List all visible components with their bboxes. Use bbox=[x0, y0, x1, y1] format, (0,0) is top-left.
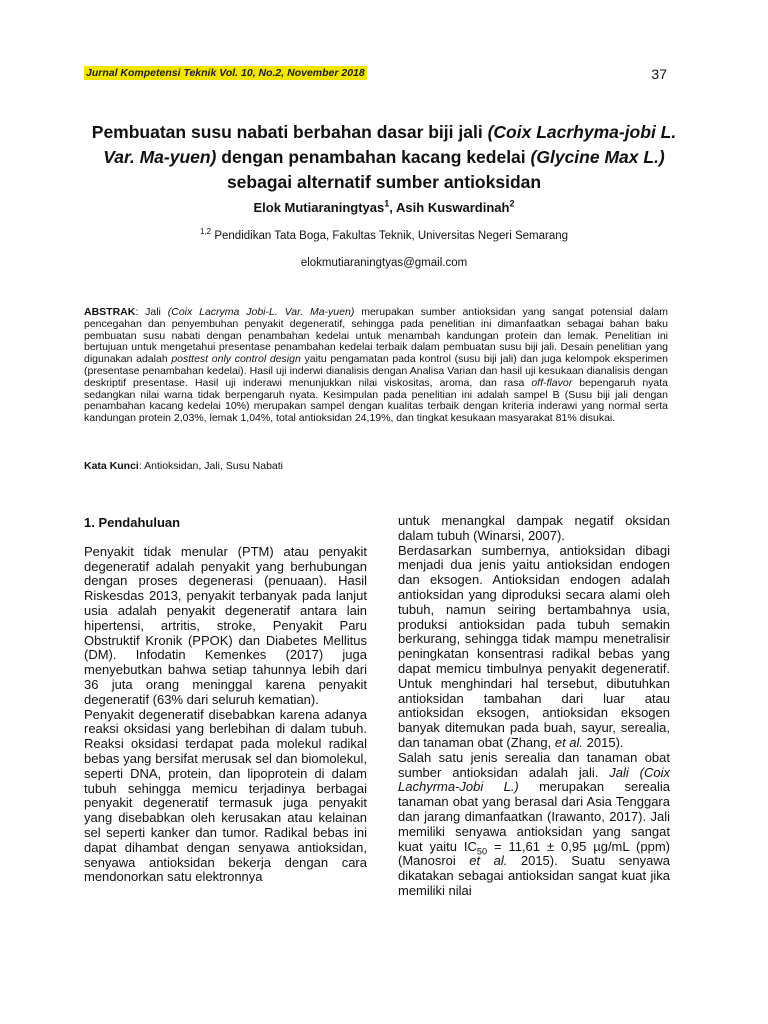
title-part: dengan penambahan kacang kedelai bbox=[216, 147, 531, 167]
paragraph-1: Penyakit tidak menular (PTM) atau penyakit degeneratif adalah penyakit yang berhubungan dengan proses degenerasi (penuaan). Hasil Riskesdas 2013, penyakit terbanyak pada lanjut usia adalah penyakit degeneratif antara lain hipertensi, artritis, stroke, Penyakit Paru Obstruktif Kronik (PPOK) dan Diabetes Mellitus (DM). Infodatin Kemenkes (2017) juga menyebutkan bahwa setiap tahunnya lebih dari 36 juta orang meninggal karena penyakit degeneratif (63% dari seluruh kematian). bbox=[84, 543, 367, 707]
author-email: elokmutiaraningtyas@gmail.com bbox=[300, 257, 468, 269]
author-1: Elok Mutiaraningtyas bbox=[253, 200, 385, 215]
paragraph-2: Penyakit degeneratif disebabkan karena adanya reaksi oksidasi yang berlebihan di dalam tubuh. Reaksi oksidasi terdapat pada molekul radikal bebas yang bersifat merusak sel dan biomolekul, seperti DNA, protein, dan lipoprotein di dalam tubuh sehingga memicu terjadinya berbagai penyakit degeneratif termasuk juga penyakit yang disebabkan oleh kerusakan atau kelainan sel seperti kanker dan tumor. Radikal bebas ini dapat dihambat dengan senyawa antioksidan, senyawa antioksidan bekerja dengan cara mendonorkan satu elektronnya bbox=[84, 706, 367, 885]
column-left bbox=[84, 514, 367, 885]
keywords-label: Kata Kunci bbox=[84, 460, 139, 472]
paragraph-3: untuk menangkal dampak negatif oksidan dalam tubuh (Winarsi, 2007). bbox=[398, 513, 670, 543]
paragraph-5-text: merupakan serealia tanaman obat yang berasal dari Asia Tenggara dan jarang dimanfaatkan (Irawanto, 2017). Jali memiliki senyawa antioksidan yang sangat kuat yaitu IC bbox=[398, 779, 670, 854]
abstract-text: yaitu pengamatan pada kontrol (susu biji jali) dan juga kelompok eksperimen (presentase penambahan kedelai). Hasil uji inderwi dianalisis dengan Analisa Varian dan hasil uji kesukaan dianalisis dengan deskriptif presentase. Hasil uji inderawi menunjukkan nilai viskositas, aroma, dan rasa bbox=[84, 353, 668, 389]
affiliation-sup: 1,2 bbox=[199, 227, 212, 237]
abstract-label: ABSTRAK bbox=[84, 306, 136, 318]
title-species-2: (Glycine Max L.) bbox=[530, 147, 665, 167]
author-1-affil: 1 bbox=[384, 198, 390, 209]
ic50-subscript: 50 bbox=[476, 846, 488, 857]
paragraph-4 bbox=[398, 544, 670, 751]
affiliation bbox=[80, 227, 688, 242]
affiliation-text: Pendidikan Tata Boga, Fakultas Teknik, Universitas Negeri Semarang bbox=[211, 230, 569, 242]
paragraph-5-species: Jali (Coix Lachyrma-Jobi L.) bbox=[398, 764, 670, 795]
paragraph-5-etal: et al. bbox=[469, 853, 508, 869]
abstract-offflavor: off-flavor bbox=[531, 376, 573, 389]
abstract-species: (Coix Lacryma Jobi-L. Var. Ma-yuen) bbox=[167, 306, 355, 318]
title-part: sebagai alternatif sumber antioksidan bbox=[226, 172, 542, 192]
paragraph-5 bbox=[398, 751, 670, 899]
keywords-text: : Antioksidan, Jali, Susu Nabati bbox=[138, 460, 284, 472]
paragraph-5-text: = 11,61 ± 0,95 µg/mL (ppm) (Manosroi bbox=[398, 838, 671, 869]
title-species-1: (Coix Lacrhyma-jobi L. Var. Ma-yuen) bbox=[103, 122, 677, 167]
author-2-affil: 2 bbox=[509, 198, 515, 209]
paragraph-4-text: Berdasarkan sumbernya, antioksidan dibagi menjadi dua jenis yaitu antioksidan endogen dan eksogen. Antioksidan endogen adalah antioksidan yang diproduksi secara alami oleh tubuh, namun seiring bertambahnya usia, produksi antioksidan pada tubuh semakin berkurang, sehingga tidak mampu menetralisir peningkatan konsentrasi radikal bebas yang dapat memicu timbulnya penyakit degeneratif. Untuk menghindari hal tersebut, dibutuhkan antioksidan tambahan dari luar atau antioksidan eksogen, antioksidan eksogen banyak ditemukan pada buah, sayur, serealia, dan tanaman obat (Zhang, bbox=[398, 542, 670, 750]
abstract bbox=[84, 307, 668, 425]
abstract-text: bepengaruh nyata sedangkan nilai warna tidak berpengaruh nyata. Kesimpulan pada penelitian ini adalah sampel B (Susu biji jali dengan penambahan kacang kedelai 10%) merupakan sampel dengan kualitas terbaik dengan kriteria inderawi yang normal serta kandungan protein 2,03%, lemak 1,04%, total antioksidan 24,19%, dan tingkat kesukaan masyarakat 81% disukai. bbox=[84, 376, 669, 425]
abstract-text: merupakan sumber antioksidan yang sangat potensial dalam pencegahan dan penyembuhan penyakit degeneratif, sehingga pada penelitian ini dimanfaatkan sebagai bahan baku pembuatan susu nabati dengan penambahan kedelai untuk menambah kandungan protein dan lemak. Penelitian ini bertujuan untuk mengetahui presentase penambahan kedelai terbaik dalam pembuatan susu biji jali. Desain penelitian yang digunakan adalah bbox=[84, 306, 668, 366]
section-heading: 1. Pendahuluan bbox=[84, 515, 181, 530]
author-2: Asih Kuswardinah bbox=[396, 200, 510, 215]
column-right bbox=[398, 514, 670, 899]
paragraph-5-text: Salah satu jenis serealia dan tanaman obat sumber antioksidan adalah jali. bbox=[398, 749, 670, 780]
abstract-text: : Jali bbox=[135, 306, 168, 318]
paper-title bbox=[80, 120, 688, 195]
page-number: 37 bbox=[651, 66, 667, 82]
abstract-design: posttest only control design bbox=[171, 353, 301, 366]
title-part: Pembuatan susu nabati berbahan dasar biji jali bbox=[91, 122, 488, 142]
paragraph-4-end: 2015). bbox=[583, 734, 624, 750]
author-separator: , bbox=[389, 200, 397, 215]
paragraph-4-etal: et al. bbox=[554, 734, 584, 750]
keywords bbox=[84, 460, 668, 472]
paragraph-5-text: 2015). Suatu senyawa dikatakan sebagai antioksidan sangat kuat jika memiliki nilai bbox=[398, 853, 670, 898]
authors bbox=[80, 200, 688, 215]
journal-citation: Jurnal Kompetensi Teknik Vol. 10, No.2, November 2018 bbox=[86, 67, 365, 79]
